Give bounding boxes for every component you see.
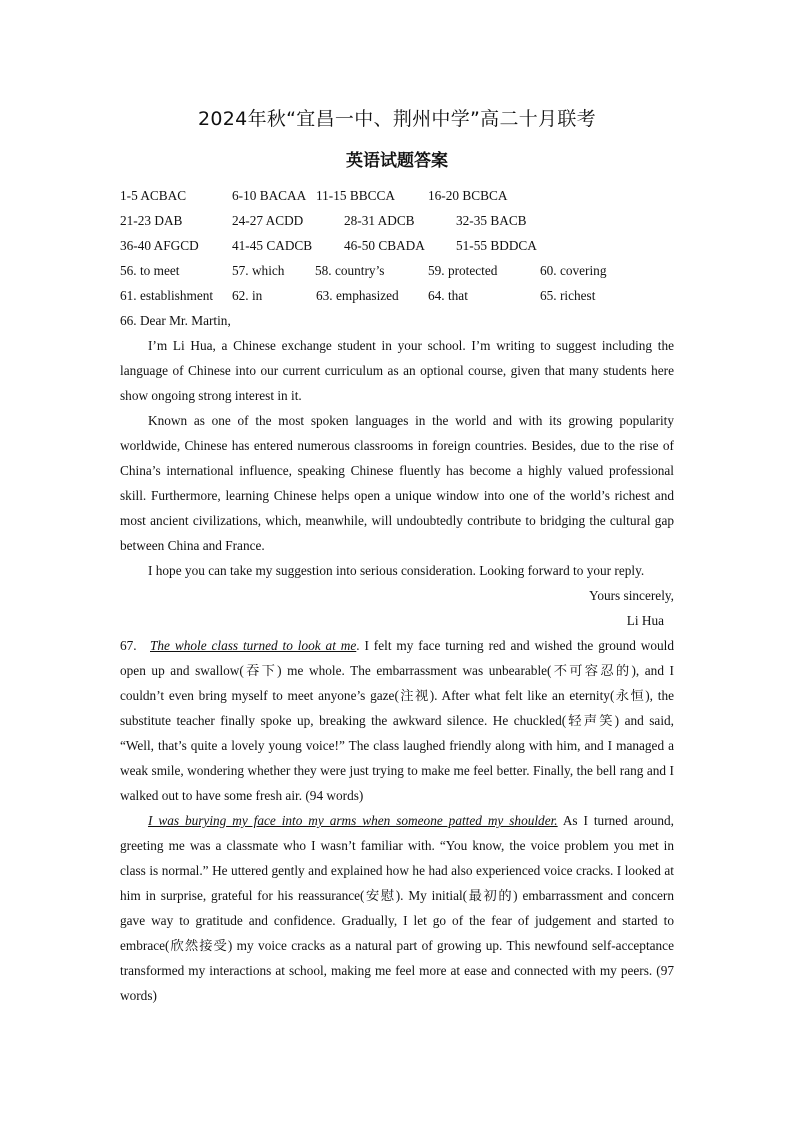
- answer-row: [120, 233, 674, 258]
- letter-greeting: 66. Dear Mr. Martin,: [120, 313, 231, 328]
- page-title: 2024年秋“宜昌一中、荆州中学”高二十月联考: [198, 108, 596, 130]
- answer-row: [120, 283, 674, 308]
- essay-given-sentence: The whole class turned to look at me: [150, 638, 357, 653]
- answer-item: 63. emphasized: [316, 288, 399, 303]
- answer-item: 64. that: [428, 288, 468, 303]
- letter-paragraph: I’m Li Hua, a Chinese exchange student in your school. I’m writing to suggest including the language of Chinese into our current curriculum as an optional course, given that many students here show ongoing strong interest in it.: [120, 338, 674, 403]
- answer-group: 36-40 AFGCD: [120, 238, 199, 253]
- answer-item: 62. in: [232, 288, 263, 303]
- answer-body: [120, 183, 674, 1008]
- letter-paragraph: Known as one of the most spoken languages in the world and with its growing popularity worldwide, Chinese has entered numerous classrooms in foreign countries. Besides, due to the rise of China’s international influence, speaking Chinese fluently has become a highly valued professional skill. Furthermore, learning Chinese helps open a unique window into one of the world’s richest and most ancient civilizations, which, meanwhile, will undoubtedly contribute to bridging the cultural gap between China and France.: [120, 413, 674, 553]
- answer-group: 28-31 ADCB: [344, 213, 415, 228]
- answer-row: [120, 183, 674, 208]
- answer-group: 11-15 BBCCA: [316, 188, 395, 203]
- answer-group: 41-45 CADCB: [232, 238, 313, 253]
- answer-item: 60. covering: [540, 263, 607, 278]
- letter-paragraph: I hope you can take my suggestion into serious consideration. Looking forward to your reply.: [148, 563, 645, 578]
- answer-item: 59. protected: [428, 263, 498, 278]
- answer-group: 6-10 BACAA: [232, 188, 307, 203]
- answer-item: 56. to meet: [120, 263, 180, 278]
- answer-item: 65. richest: [540, 288, 596, 303]
- essay-text: . I felt my face turning red and wished the ground would open up and swallow(吞下) me whole. The embarrassment was unbearable(不可容忍的), and I couldn’t even bring myself to meet anyone’s gaze(注视). After what felt like an eternity(永恒), the substitute teacher finally spoke up, breaking the awkward silence. He chuckled(轻声笑) and said, “Well, that’s quite a lovely young voice!” The class laughed friendly along with him, and I managed a weak smile, wondering whether they were just trying to make me feel better. Finally, the bell rang and I walked out to have some fresh air. (94 words): [120, 638, 674, 803]
- answer-group: 51-55 BDDCA: [456, 238, 537, 253]
- answer-group: 16-20 BCBCA: [428, 188, 508, 203]
- answer-group: 21-23 DAB: [120, 213, 183, 228]
- answer-item: 57. which: [232, 263, 285, 278]
- answer-row: [120, 208, 674, 233]
- essay-paragraph: [120, 633, 674, 808]
- essay-paragraph: [120, 808, 674, 1008]
- essay-text: As I turned around, greeting me was a classmate who I wasn’t familiar with. “You know, the voice problem you met in class is normal.” He uttered gently and explained how he had also experienced voice cracks. I looked at him in surprise, grateful for his reassurance(安慰). My initial(最初的) embarrassment and concern gave way to gratitude and confidence. Gradually, I let go of the fear of judgement and started to embrace(欣然接受) my voice cracks as a natural part of growing up. This newfound self-acceptance transformed my interactions at school, making me feel more at ease and connected with my peers. (97 words): [120, 813, 674, 1003]
- answer-group: 32-35 BACB: [456, 213, 527, 228]
- answer-item: 58. country’s: [315, 263, 385, 278]
- answer-row: [120, 258, 674, 283]
- letter-closing: Yours sincerely,: [589, 588, 674, 603]
- essay-given-sentence: I was burying my face into my arms when someone patted my shoulder.: [148, 813, 558, 828]
- essay-number: 67.: [120, 638, 137, 653]
- letter-signature: Li Hua: [626, 613, 664, 628]
- answer-item: 61. establishment: [120, 288, 214, 303]
- answer-group: 1-5 ACBAC: [120, 188, 187, 203]
- answer-group: 24-27 ACDD: [232, 213, 304, 228]
- answer-group: 46-50 CBADA: [344, 238, 425, 253]
- page-subtitle: 英语试题答案: [346, 151, 448, 171]
